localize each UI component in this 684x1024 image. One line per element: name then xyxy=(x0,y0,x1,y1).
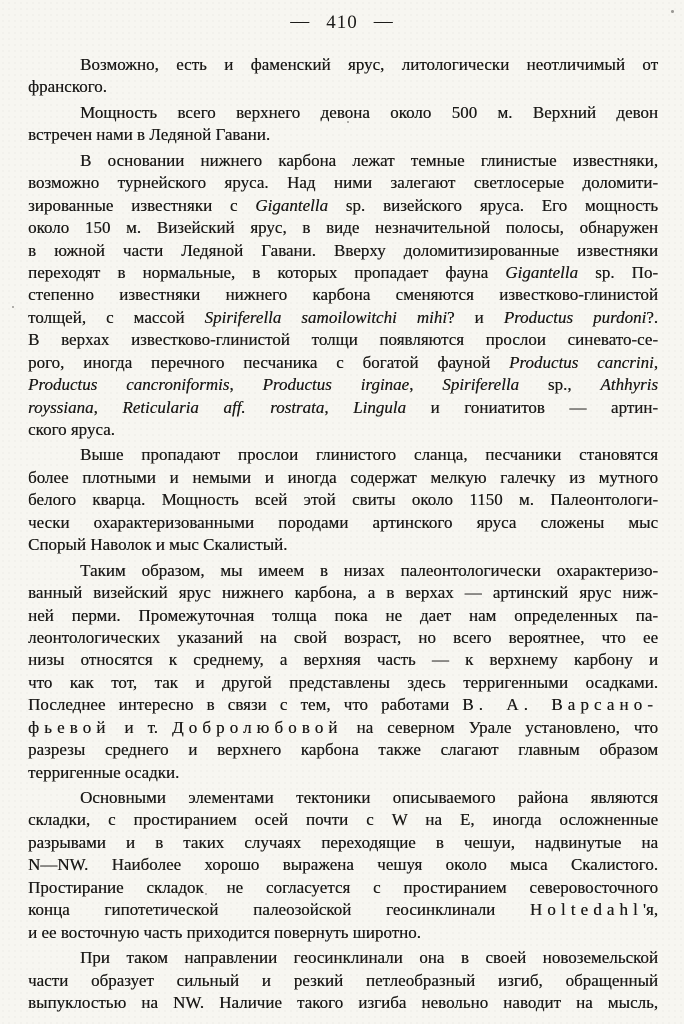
text-line xyxy=(28,605,658,627)
text-run: встречен нами в Ледяной Гавани. xyxy=(28,125,271,145)
text-run: sp. По- xyxy=(577,262,658,282)
text-run: рого, иногда перечного песчаника с богатой фауной xyxy=(28,352,510,372)
text-line xyxy=(28,102,658,124)
text-line xyxy=(28,444,658,466)
text-line xyxy=(28,899,658,921)
text-run: Простирание складок не согласуется с простиранием северовосточного xyxy=(28,877,658,897)
text-line xyxy=(28,512,658,534)
text-run: N—NW. Наиболее хорошо выражена чешуя около мыса Скалистого. xyxy=(28,855,658,875)
text-run: Мощность всего верхнего девона около 500 м. Верхний девон xyxy=(80,102,658,122)
text-run: , xyxy=(409,375,443,395)
text-run: Основными элементами тектоники описываемого района являются xyxy=(80,788,658,807)
letterspaced-name: В. А. Варсано- xyxy=(462,695,658,715)
text-run: терригенные осадки. xyxy=(28,762,180,782)
paragraph xyxy=(28,560,658,784)
text-run: ? и xyxy=(446,307,504,327)
text-line xyxy=(28,809,658,831)
text-line xyxy=(28,560,658,582)
paper-speck xyxy=(671,10,674,13)
text-run: леонтологических указаний на свой возраст, но всего вероятнее, что ее xyxy=(28,627,658,647)
text-run: что как тот, так и другой представлены здесь терригенными осадками. xyxy=(28,672,658,692)
text-line xyxy=(28,970,658,992)
running-head xyxy=(0,12,684,34)
text-run: разрывами и в таких случаях переходящие в чешуи, надвинутые на xyxy=(28,832,658,852)
paragraph xyxy=(28,150,658,442)
text-line xyxy=(28,284,658,306)
text-run: , xyxy=(653,352,658,372)
taxon-name-italic: Lingula xyxy=(353,397,406,417)
taxon-name-italic: Productus irginae xyxy=(262,375,410,395)
taxon-name-italic: Spiriferella samoilowitchi mihi xyxy=(204,307,447,327)
text-run: разрезы среднего и верхнего карбона также слагают главным образом xyxy=(28,740,658,760)
text-run: , xyxy=(229,375,263,395)
text-line xyxy=(28,172,658,194)
text-run: ванный визейский ярус нижнего карбона, а в верхах — артинский ярус ниж- xyxy=(28,583,658,603)
text-run: ней перми. Промежуточная толща пока не дает нам определенных па- xyxy=(28,605,658,625)
text-line xyxy=(28,352,658,374)
text-run: выпуклостью на NW. Наличие такого изгиба невольно наводит на мысль, xyxy=(28,992,658,1012)
text-run: Последнее интересно в связи с тем, что работами xyxy=(28,695,463,715)
text-run: , xyxy=(93,397,123,417)
text-run: При таком направлении геосинклинали она в своей новоземельской xyxy=(80,948,658,968)
text-line xyxy=(28,582,658,604)
text-run: sp. визейского яруса. Его мощность xyxy=(327,195,659,215)
text-line xyxy=(28,262,658,284)
text-line xyxy=(28,150,658,172)
taxon-name-italic: Gigantella xyxy=(505,262,578,282)
text-run: В основании нижнего карбона лежат темные глинистые известняки, xyxy=(80,150,658,170)
paper-speck xyxy=(12,306,14,308)
text-line xyxy=(28,419,658,441)
text-line xyxy=(28,717,658,739)
paragraph xyxy=(28,54,658,99)
text-line xyxy=(28,76,658,98)
text-line xyxy=(28,467,658,489)
letterspaced-name: Добролюбовой xyxy=(171,717,343,737)
text-run: ского яруса. xyxy=(28,420,115,439)
text-run: возможно турнейского яруса. Над ними залегают светлосерые доломити- xyxy=(28,173,658,193)
taxon-name-italic: Gigantella xyxy=(255,195,328,215)
text-run: части образует сильный и резкий петлеобразный изгиб, обращенный xyxy=(28,970,658,990)
text-line xyxy=(28,54,658,76)
text-run: Возможно, есть и фаменский ярус, литологически неотличимый от xyxy=(80,55,658,74)
text-run: толщей, с массой xyxy=(28,307,205,327)
text-line xyxy=(28,922,658,944)
text-run: sp., xyxy=(519,375,601,395)
paper-speck xyxy=(347,121,349,123)
text-line xyxy=(28,489,658,511)
text-run: В верхах известково-глинистой толщи появляются прослои синевато-се- xyxy=(28,330,658,350)
text-run: конца гипотетической палеозойской геосинклинали xyxy=(28,900,530,920)
text-line xyxy=(28,992,658,1014)
text-run: , xyxy=(324,397,354,417)
taxon-name-italic: Productus cancroniformis xyxy=(28,375,230,395)
text-line xyxy=(28,374,658,396)
text-line xyxy=(28,877,658,899)
text-run: и т. xyxy=(110,717,172,737)
text-run: Выше пропадают прослои глинистого сланца, песчаники становятся xyxy=(80,445,658,465)
letterspaced-name: фьевой xyxy=(28,717,111,737)
taxon-name-italic: Productus cancrini xyxy=(509,352,654,372)
text-line xyxy=(28,627,658,649)
text-line xyxy=(28,739,658,761)
text-run: в южной части Ледяной Гавани. Вверху доломитизированные известняки xyxy=(28,240,658,260)
text-line xyxy=(28,217,658,239)
text-line xyxy=(28,329,658,351)
text-run: складки, с простиранием осей почти с W на E, иногда осложненные xyxy=(28,810,658,830)
text-run: и гониатитов — артин- xyxy=(405,397,659,417)
text-run: степенно известняки нижнего карбона сменяются известково-глинистой xyxy=(28,285,658,305)
paragraph xyxy=(28,102,658,147)
text-line xyxy=(28,195,658,217)
text-line xyxy=(28,787,658,809)
text-run: и ее восточную часть приходится повернуть широтно. xyxy=(28,922,421,942)
text-line xyxy=(28,649,658,671)
text-run: переходят в нормальные, в которых пропадает фауна xyxy=(28,262,506,282)
text-run: около 150 м. Визейский ярус, в виде незначительной полосы, обнаружен xyxy=(28,218,658,238)
text-run: франского. xyxy=(28,77,107,97)
text-run: Спорый Наволок и мыс Скалистый. xyxy=(28,535,288,555)
text-run: Таким образом, мы имеем в низах палеонтологически охарактеризо- xyxy=(80,560,658,580)
header-dash-left: — xyxy=(290,11,311,32)
paper-speck xyxy=(620,232,622,234)
taxon-name-italic: Athhyris xyxy=(600,375,659,395)
header-dash-right: — xyxy=(373,11,394,32)
text-line xyxy=(28,832,658,854)
paragraph xyxy=(28,947,658,1014)
text-run: более плотными и немыми и иногда содержат мелкую галечку из мутного xyxy=(28,467,658,487)
text-run: 'я, xyxy=(642,900,658,920)
text-line xyxy=(28,397,658,419)
text-line xyxy=(28,124,658,146)
text-line xyxy=(28,694,658,716)
text-run: чески охарактеризованными породами артинского яруса сложены мыс xyxy=(28,512,658,532)
page-body xyxy=(28,54,658,1014)
text-run: низы относятся к среднему, а верхняя часть — к верхнему карбону и xyxy=(28,650,658,670)
text-line xyxy=(28,762,658,784)
paragraph xyxy=(28,787,658,944)
taxon-name-italic: Productus purdoni xyxy=(503,307,647,327)
text-run: ?. xyxy=(646,307,658,327)
text-run: на северном Урале установлено, что xyxy=(342,717,658,737)
taxon-name-italic: royssiana xyxy=(28,397,94,417)
text-line xyxy=(28,947,658,969)
letterspaced-name: Holtedahl xyxy=(529,900,643,920)
text-line xyxy=(28,854,658,876)
paper-speck xyxy=(205,893,207,895)
text-line xyxy=(28,240,658,262)
text-line xyxy=(28,534,658,556)
page-number: 410 xyxy=(326,12,358,33)
text-run: белого кварца. Мощность всей этой свиты около 1150 м. Палеонтологи- xyxy=(28,490,658,510)
text-line xyxy=(28,672,658,694)
paragraph xyxy=(28,444,658,556)
taxon-name-italic: Spiriferella xyxy=(442,375,520,395)
taxon-name-italic: Reticularia aff. rostrata xyxy=(122,397,325,417)
text-line xyxy=(28,307,658,329)
text-run: зированные известняки с xyxy=(28,195,256,215)
